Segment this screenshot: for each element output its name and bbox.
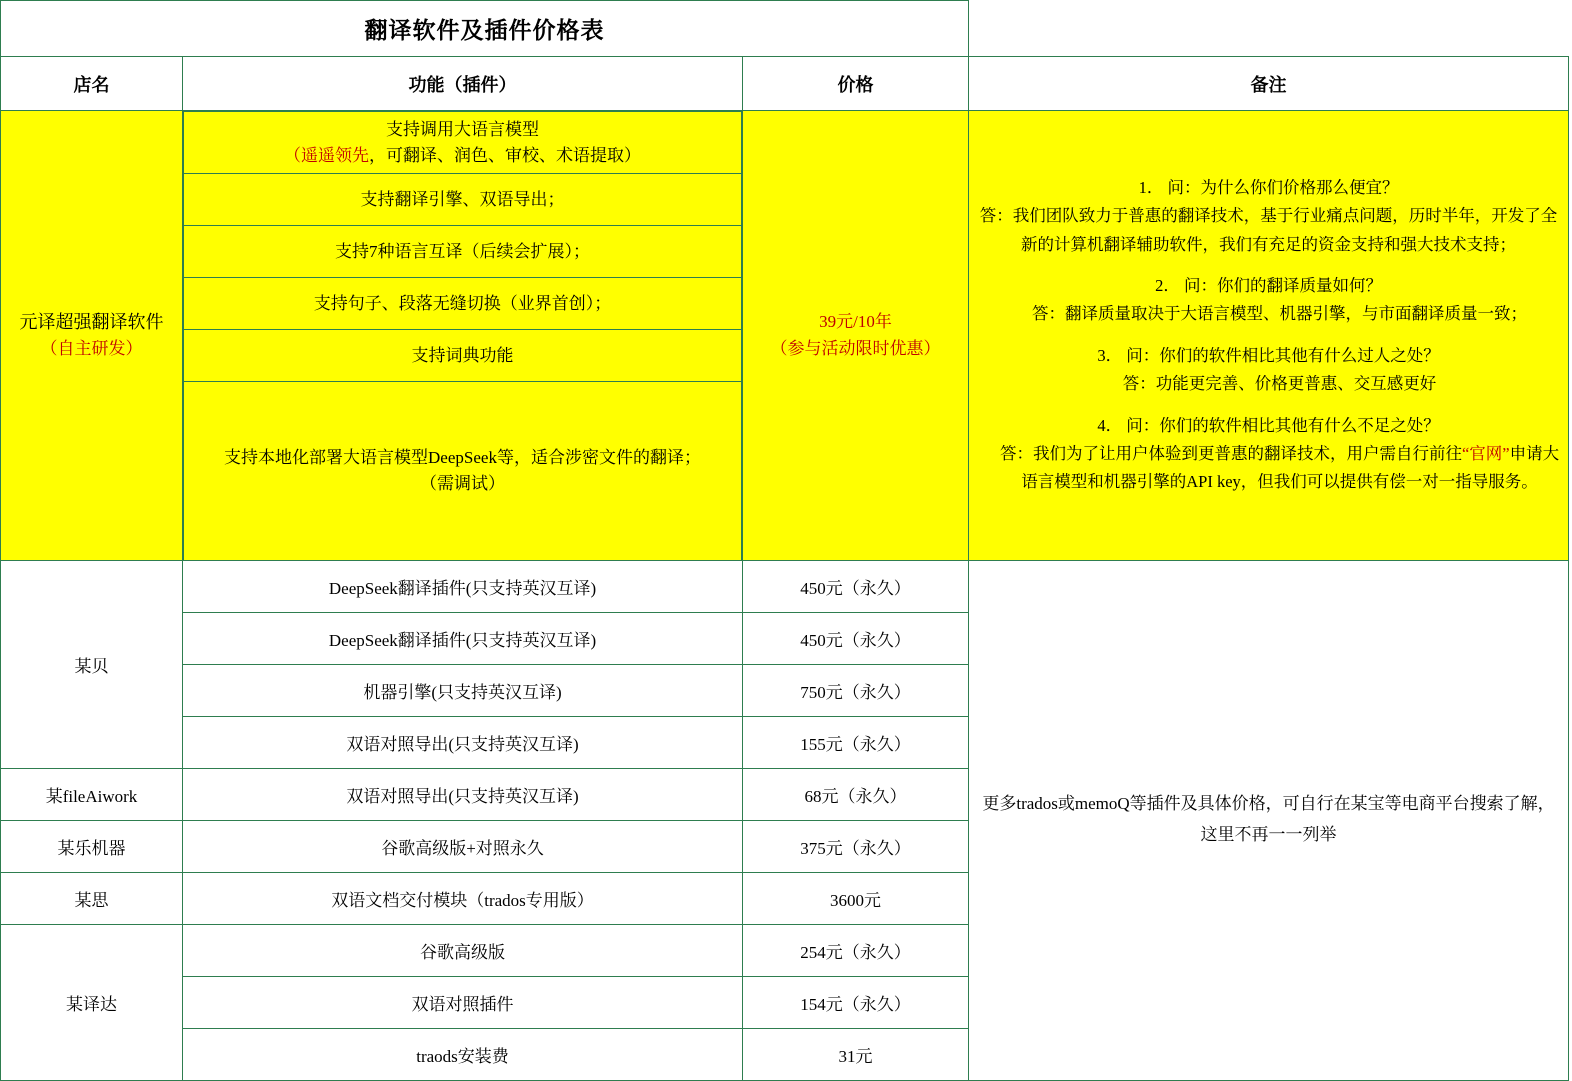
price-cell: 375元（永久） [743, 820, 969, 872]
shop-name-moubei: 某贝 [1, 560, 183, 768]
function-cell: DeepSeek翻译插件(只支持英汉互译) [183, 612, 743, 664]
feature-llm-rest: ，可翻译、润色、审校、术语提取） [369, 145, 641, 165]
price-cell: 450元（永久） [743, 612, 969, 664]
faq-answer-4-part1: 答：我们为了让用户体验到更普惠的翻译技术，用户需自行前往 [999, 443, 1462, 463]
feature-item [184, 278, 742, 330]
price-yuanyi-promo: （参与活动限时优惠） [770, 339, 941, 359]
faq-answer-3: 答：功能更完善、价格更普惠、交互感更好 [1122, 374, 1437, 394]
feature-item [184, 226, 742, 278]
price-cell: 154元（永久） [743, 976, 969, 1028]
feature-llm [184, 112, 742, 174]
faq-question-3: 3． 问：你们的软件相比其他有什么过人之处？ [1097, 345, 1440, 365]
highlight-row [1, 111, 1569, 561]
function-cell: 谷歌高级版+对照永久 [183, 820, 743, 872]
shop-name-mouyida: 某译达 [1, 924, 183, 1080]
price-cell: 254元（永久） [743, 924, 969, 976]
faq-gap [975, 399, 1562, 412]
feature-llm-line1: 支持调用大语言模型 [386, 120, 539, 139]
faq-question-1: 1． 问：为什么你们价格那么便宜？ [1138, 177, 1399, 197]
function-cell: DeepSeek翻译插件(只支持英汉互译) [183, 560, 743, 612]
faq-answer-4 [975, 440, 1562, 497]
shop-name-main: 元译超强翻译软件 [19, 312, 164, 332]
feature-item [184, 174, 742, 226]
faq-question-2: 2． 问：你们的翻译质量如何？ [1155, 276, 1382, 295]
feature-engine: 支持翻译引擎、双语导出； [184, 174, 742, 226]
feature-dictionary: 支持词典功能 [184, 330, 742, 382]
feature-languages: 支持7种语言互译（后续会扩展）； [184, 226, 742, 278]
column-header-shop: 店名 [1, 57, 183, 111]
header-row [1, 57, 1569, 111]
function-cell: traods安装费 [183, 1028, 743, 1080]
feature-list [183, 111, 742, 560]
price-cell: 3600元 [743, 872, 969, 924]
price-cell: 450元（永久） [743, 560, 969, 612]
column-header-function: 功能（插件） [183, 57, 743, 111]
faq-gap [975, 259, 1562, 272]
page-title: 翻译软件及插件价格表 [1, 1, 969, 57]
price-yuanyi-amount: 39元/10年 [819, 312, 892, 332]
faq-note-cell [969, 111, 1569, 561]
column-header-note: 备注 [969, 57, 1569, 111]
function-cell: 谷歌高级版 [183, 924, 743, 976]
price-cell: 155元（永久） [743, 716, 969, 768]
feature-list-cell [183, 111, 743, 561]
price-cell: 750元（永久） [743, 664, 969, 716]
function-cell: 机器引擎(只支持英汉互译) [183, 664, 743, 716]
faq-answer-4-link[interactable]: “官网” [1461, 443, 1510, 463]
feature-switch: 支持句子、段落无缝切换（业界首创）； [184, 278, 742, 330]
feature-local-deploy-line2: （需调试） [420, 473, 505, 493]
column-header-price: 价格 [743, 57, 969, 111]
shop-name-moule: 某乐机器 [1, 820, 183, 872]
shop-name-mousi: 某思 [1, 872, 183, 924]
feature-llm-line2 [190, 143, 735, 169]
title-spacer [969, 1, 1569, 57]
bottom-note-cell: 更多trados或memoQ等插件及具体价格，可自行在某宝等电商平台搜索了解，这里不再一一列举 [969, 560, 1569, 1080]
price-cell: 31元 [743, 1028, 969, 1080]
shop-name-fileaiwork: 某fileAiwork [1, 768, 183, 820]
shop-name-yuanyi [1, 111, 183, 561]
shop-name-sub: （自主研发） [40, 339, 143, 358]
table-row [1, 560, 1569, 612]
feature-item [184, 112, 742, 174]
function-cell: 双语对照导出(只支持英汉互译) [183, 716, 743, 768]
faq-question-4: 4． 问：你们的软件相比其他有什么不足之处？ [1097, 415, 1440, 435]
feature-item [184, 330, 742, 382]
feature-local-deploy [184, 382, 742, 560]
faq-answer-2: 答：翻译质量取决于大语言模型、机器引擎，与市面翻译质量一致； [1032, 304, 1528, 324]
function-cell: 双语对照插件 [183, 976, 743, 1028]
faq-answer-1: 答：我们团队致力于普惠的翻译技术，基于行业痛点问题，历时半年，开发了全新的计算机翻译辅助软件，我们有充足的资金支持和强大技术支持； [979, 206, 1558, 254]
price-cell: 68元（永久） [743, 768, 969, 820]
feature-item [184, 382, 742, 560]
function-cell: 双语对照导出(只支持英汉互译) [183, 768, 743, 820]
faq-gap [975, 329, 1562, 342]
feature-llm-highlight: （遥遥领先 [284, 145, 369, 165]
faq-answer-4-part2: 申请大语言模型和机器引擎的API key，但我们可以提供有偿一对一指导服务。 [1021, 443, 1560, 492]
feature-local-deploy-line1: 支持本地化部署大语言模型DeepSeek等，适合涉密文件的翻译； [224, 448, 701, 468]
price-yuanyi [743, 111, 969, 561]
title-row [1, 1, 1569, 57]
function-cell: 双语文档交付模块（trados专用版） [183, 872, 743, 924]
